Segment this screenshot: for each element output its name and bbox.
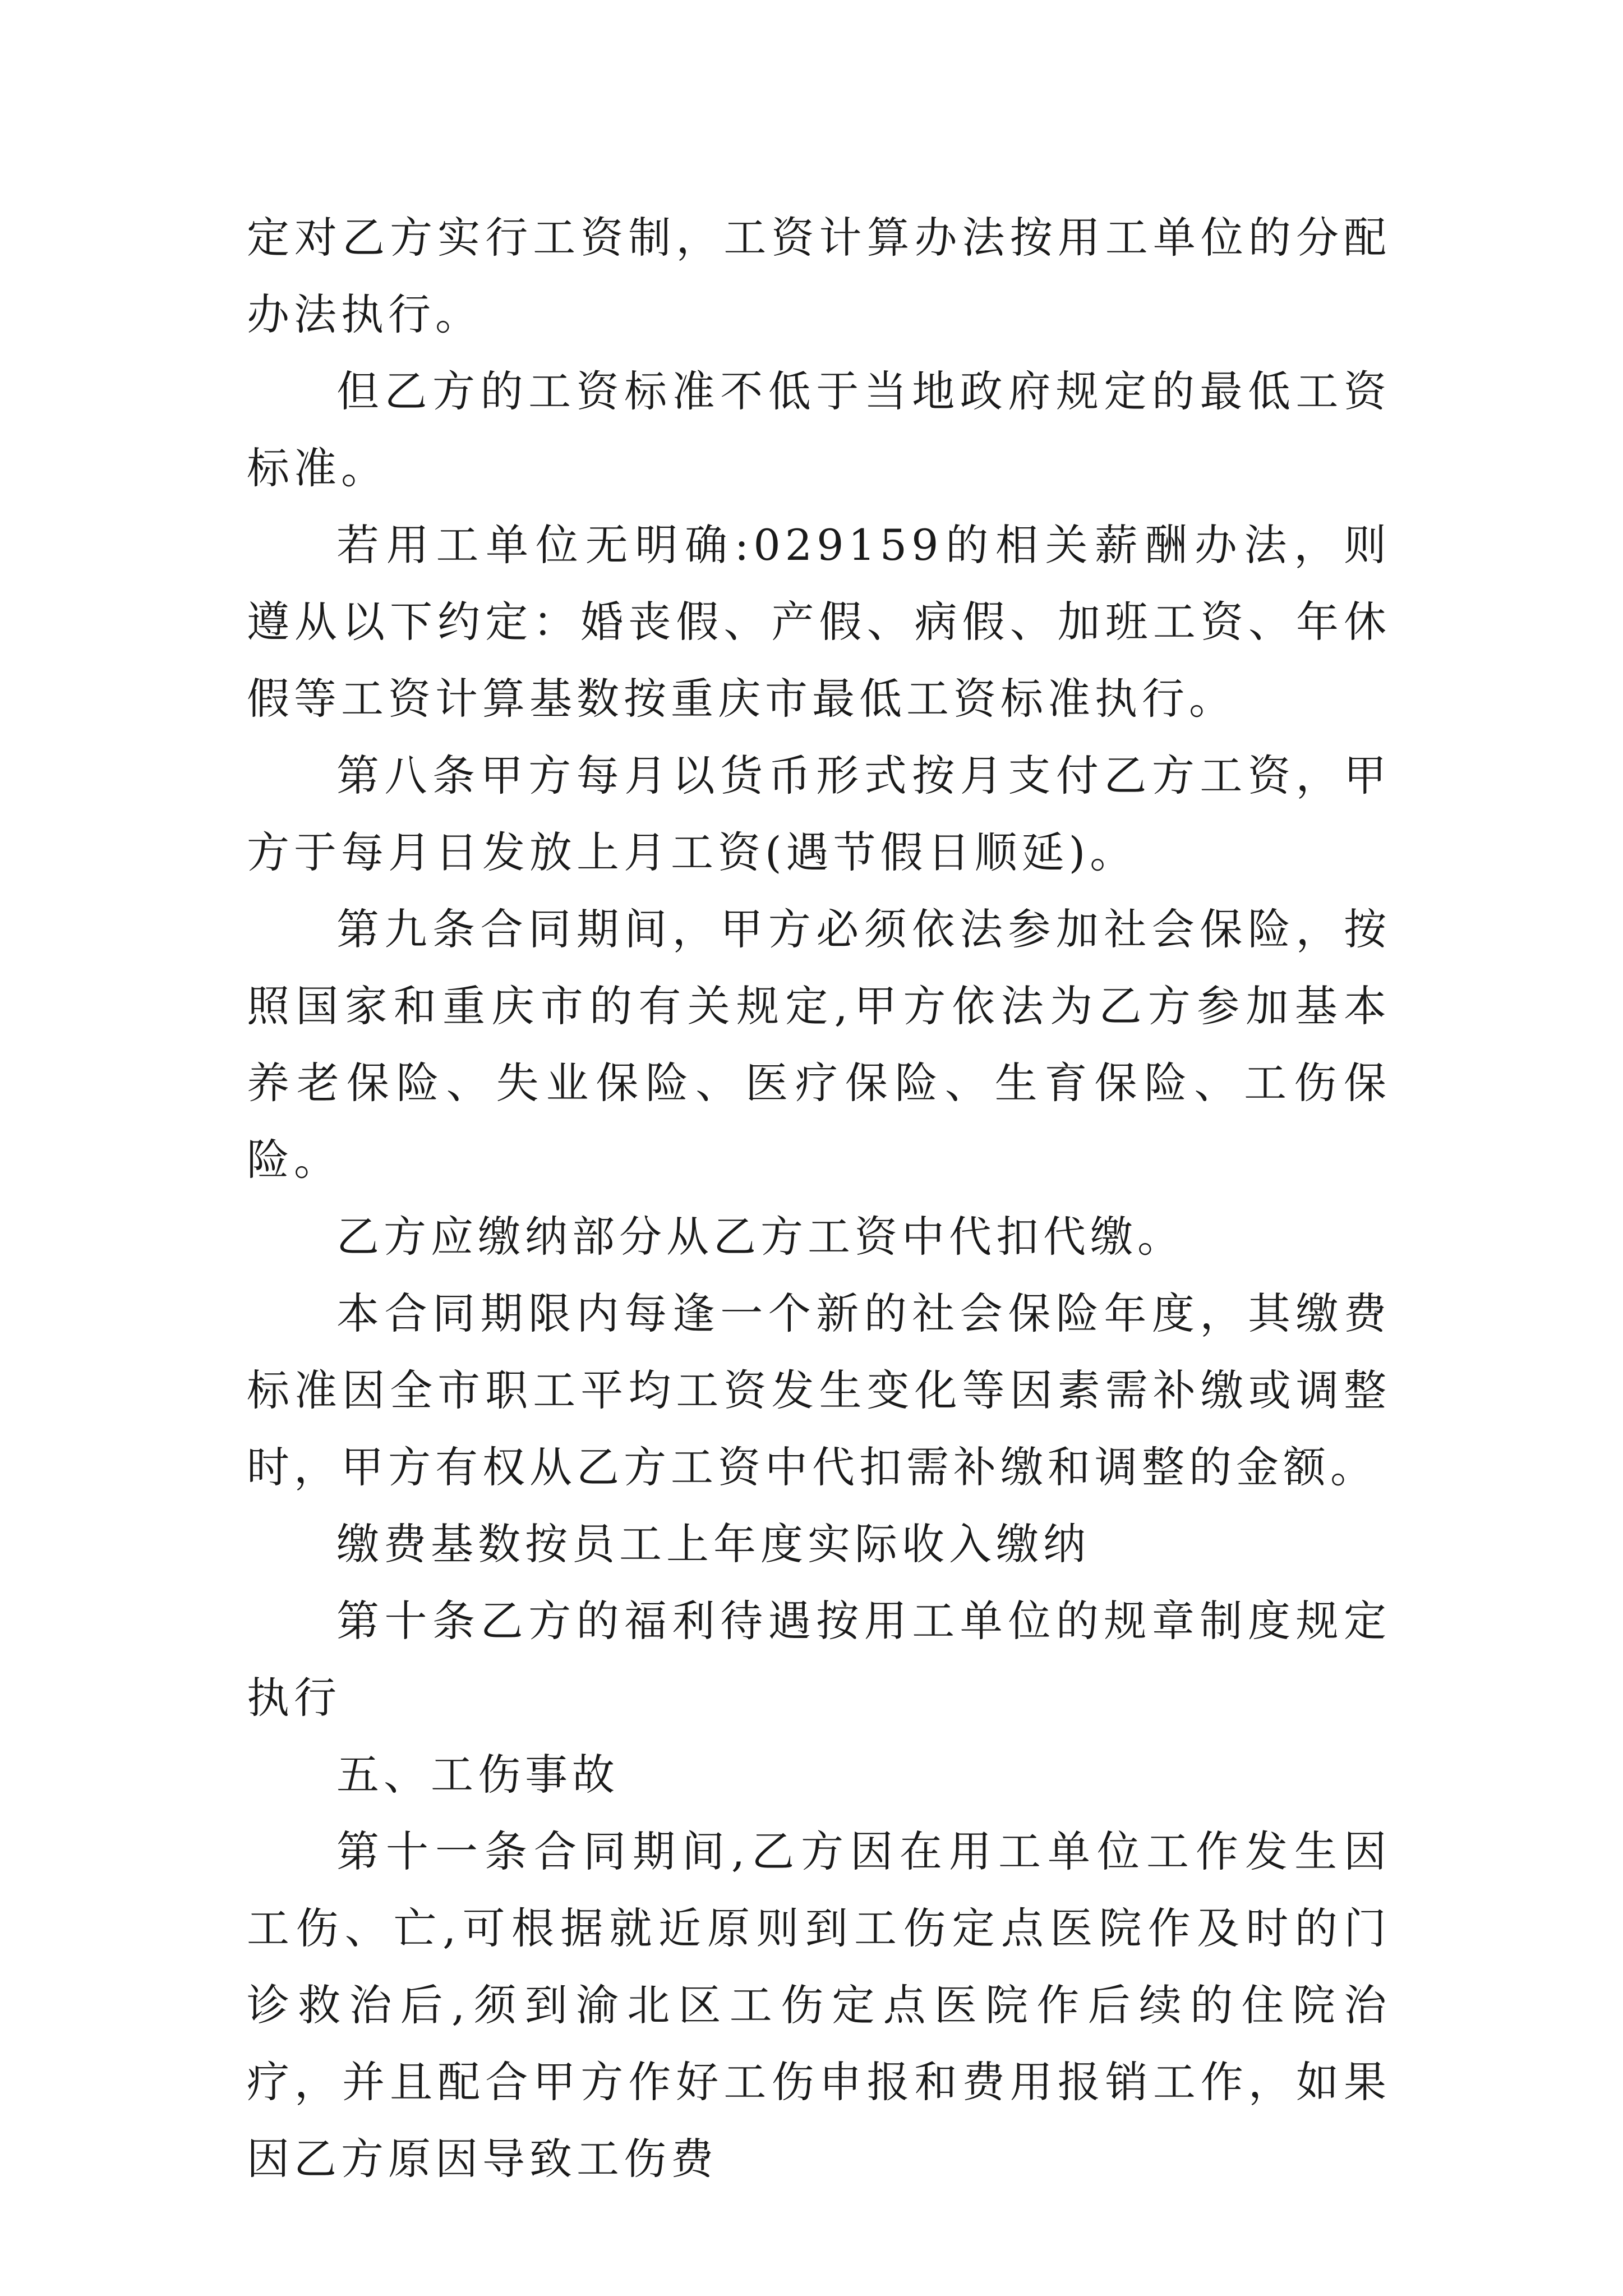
paragraph-withholding: 乙方应缴纳部分从乙方工资中代扣代缴。 (336, 1212, 1184, 1262)
paragraph-article-11: 第十一条合同期间,乙方因在用工单位工作发生因工伤、亡,可根据就近原则到工伤定点医院作及时的门诊救治后,须到渝北区工伤定点医院作后续的住院治疗，并且配合甲方作好工伤申报和费用报销工作，如果因乙方原因导致工伤费 (247, 1826, 1391, 2184)
paragraph-article-8: 第八条甲方每月以货币形式按月支付乙方工资，甲方于每月日发放上月工资(遇节假日顺延)。 (247, 751, 1391, 877)
paragraph-wage-system: 定对乙方实行工资制，工资计算办法按用工单位的分配办法执行。 (247, 213, 1391, 339)
paragraph-salary-agreement: 若用工单位无明确:029159的相关薪酬办法，则遵从以下约定：婚丧假、产假、病假、加班工资、年休假等工资计算基数按重庆市最低工资标准执行。 (247, 520, 1391, 724)
paragraph-contribution-base: 缴费基数按员工上年度实际收入缴纳 (336, 1519, 1090, 1569)
paragraph-article-9: 第九条合同期间，甲方必须依法参加社会保险，按照国家和重庆市的有关规定,甲方依法为乙方参加基本养老保险、失业保险、医疗保险、生育保险、工伤保险。 (247, 904, 1391, 1185)
paragraph-insurance-adjustment: 本合同期限内每逢一个新的社会保险年度，其缴费标准因全市职工平均工资发生变化等因素需补缴或调整时，甲方有权从乙方工资中代扣需补缴和调整的金额。 (247, 1289, 1391, 1492)
paragraph-minimum-wage: 但乙方的工资标准不低于当地政府规定的最低工资标准。 (247, 366, 1391, 493)
paragraph-article-10: 第十条乙方的福利待遇按用工单位的规章制度规定执行 (247, 1596, 1391, 1723)
document-body (247, 199, 1391, 2197)
section-heading-work-injury: 五、工伤事故 (336, 1750, 619, 1800)
